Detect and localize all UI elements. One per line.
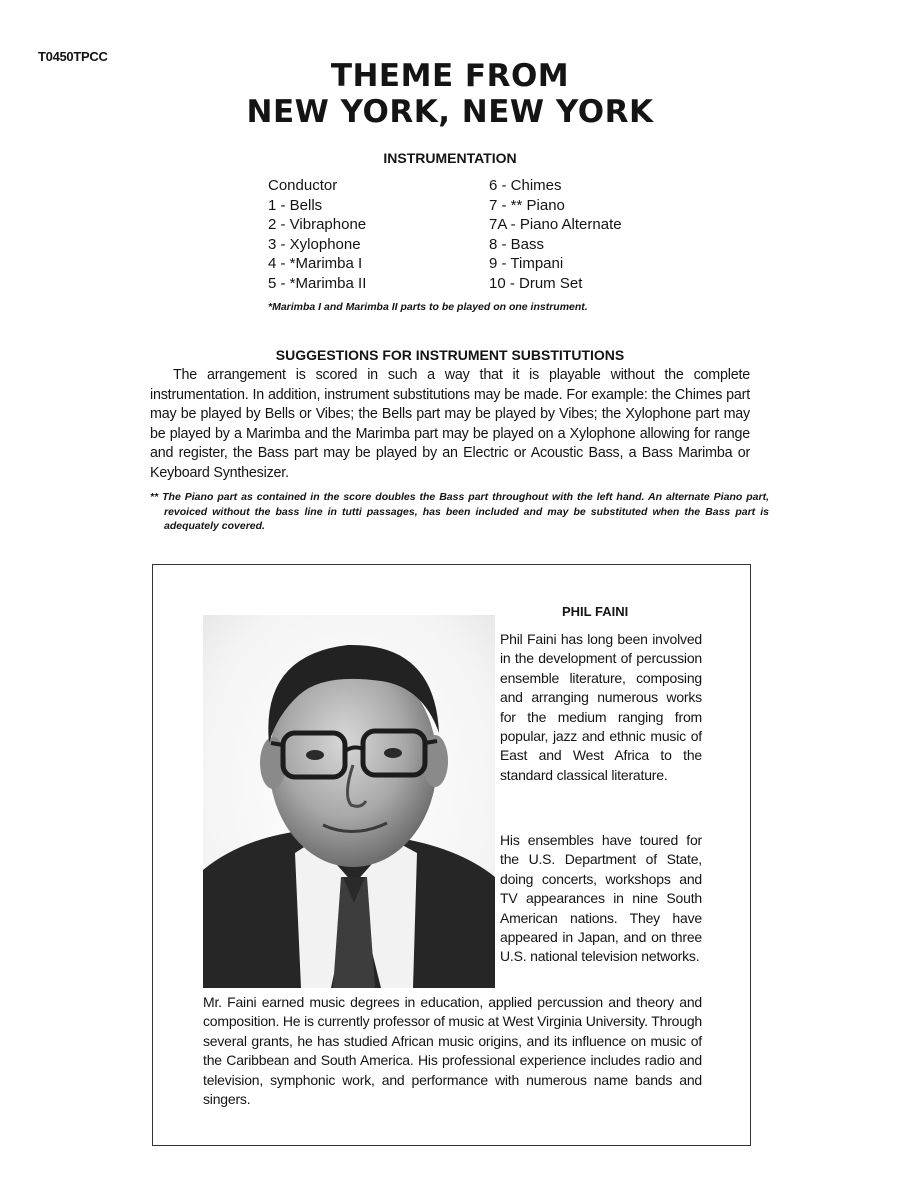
instrumentation-heading: INSTRUMENTATION [383,150,517,166]
bio-paragraph-3: Mr. Faini earned music degrees in education, applied percussion and theory and composition. He is currently professor of music at West Virginia University. Through several grants, he has studied African music origins, and its influence on music of the Caribbean and South America. His professional experience includes radio and television, symphonic work, and performance with numerous name bands and singers. [203,994,702,1108]
instrument-item: 5 - *Marimba II [268,274,367,292]
instrument-item: 3 - Xylophone [268,235,361,253]
instrument-item: 10 - Drum Set [489,274,583,292]
instrument-item: Conductor [268,177,338,194]
bio-paragraph-2: His ensembles have toured for the U.S. Department of State, doing concerts, workshops and TV appearances in nine South American nations. They have appeared in Japan, and on three U.S. national television networks. [500,832,702,965]
instrument-item: 9 - Timpani [489,255,564,272]
instrument-item: 8 - Bass [489,235,545,253]
composer-photo [203,615,495,988]
composer-bio-box [152,564,751,1146]
title-line-2: NEW YORK, NEW YORK [246,94,654,130]
instrument-item: 7A - Piano Alternate [489,216,622,233]
substitutions-heading: SUGGESTIONS FOR INSTRUMENT SUBSTITUTIONS [275,347,625,363]
instrument-item: 2 - Vibraphone [268,216,367,233]
substitutions-paragraph: The arrangement is scored in such a way that it is playable without the complete instrumentation. In addition, instrument substitutions may be made. For example: the Chimes part may be played by Bells or Vibes; the Bells part may be played by Vibes; the Xylophone part may be played by a Marimba and the Marimba part may be played on a Xylophone allowing for range and register, the Bass part may be played by an Electric or Acoustic Bass, a Bass Marimba or Keyboard Synthesizer. [150,367,750,481]
bio-paragraph-1: Phil Faini has long been involved in the development of percussion ensemble literature, composing and arranging numerous works for the medium ranging from popular, jazz and ethnic music of East and West Africa to the standard classical literature. [500,631,702,783]
bio-name: PHIL FAINI [562,604,629,619]
catalog-code: T0450TPCC [38,49,108,64]
page-title [0,58,900,130]
title-line-1: THEME FROM [330,58,570,94]
piano-part-note: ** The Piano part as contained in the score doubles the Bass part throughout with the left hand. An alternate Piano part, revoiced without the bass line in tutti passages, has been included and may be substituted when the Bass part is adequately covered. [150,491,769,532]
marimba-note: *Marimba I and Marimba II parts to be played on one instrument. [268,301,588,313]
instrument-item: 1 - Bells [268,196,323,214]
instrument-item: 4 - *Marimba I [268,255,363,272]
instrument-item: 6 - Chimes [489,177,562,194]
instrumentation-list-left [268,176,366,293]
instrument-item: 7 - ** Piano [489,196,565,214]
instrumentation-list-right [489,176,622,293]
